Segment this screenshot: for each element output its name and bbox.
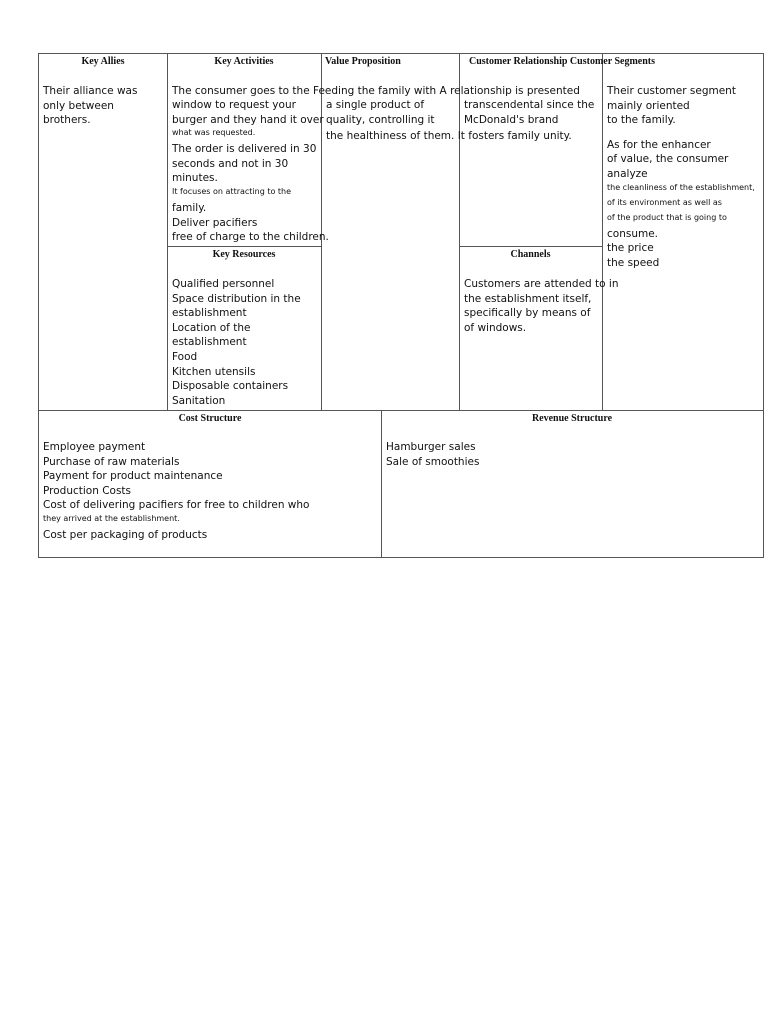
text-line: they arrived at the establishment. [43,514,180,523]
divider [167,246,321,247]
header-cost-structure: Cost Structure [178,413,242,424]
text-line: establishment [172,307,247,320]
text-line: minutes. [172,172,218,185]
header-key-allies: Key Allies [81,56,125,67]
text-line: Food [172,351,198,363]
text-line: of value, the consumer [607,153,729,166]
text-line: of windows. [464,321,527,334]
overflow-line-3: the healthiness of them. It fosters family unity. [326,130,572,142]
text-line: As for the enhancer [607,138,711,151]
text-line: specifically by means of [464,307,591,320]
text-line: a single product of [326,99,425,111]
text-line: the speed [607,256,660,269]
text-line: quality, controlling it [326,113,435,126]
text-line: Payment for product maintenance [43,470,223,483]
divider [602,54,603,410]
text-line: Sanitation [172,394,226,407]
text-line: Their alliance was [43,85,138,97]
divider [39,410,763,411]
text-line: family. [172,202,207,214]
text-line: Cost of delivering pacifiers for free to children who [43,499,310,512]
text-line: burger and they hand it over [172,113,324,126]
text-line: the establishment itself, [464,292,592,305]
text-line: what was requested. [172,128,256,138]
text-line: Qualified personnel [172,278,275,290]
text-line: Employee payment [43,441,146,453]
text-line: Cost per packaging of products [43,529,208,541]
text-line: Production Costs [43,484,132,497]
overflow-line-1: The consumer goes to the Feeding the family with A relationship is presented [172,85,580,97]
text-line: transcendental since the [464,99,595,111]
text-line: mainly oriented [607,99,690,112]
divider [459,246,602,247]
text-line: of the product that is going to [607,212,727,222]
text-line: The order is delivered in 30 [172,143,317,156]
text-line: Location of the [172,321,251,334]
text-line: Kitchen utensils [172,365,256,378]
text-line: It focuses on attracting to the [172,187,292,196]
text-line: brothers. [43,114,91,127]
header-value-proposition: Value Proposition [325,56,401,67]
text-line: only between [43,99,114,112]
divider [459,54,460,410]
header-revenue-structure: Revenue Structure [531,413,613,424]
text-line: McDonald's brand [464,113,559,126]
text-line: to the family. [607,114,676,127]
text-line: Customers are attended to in [464,278,619,290]
text-line: analyze [607,168,648,180]
text-line: Purchase of raw materials [43,455,180,468]
business-model-canvas [38,53,764,558]
text-line: Their customer segment [607,85,736,97]
text-line: Space distribution in the [172,292,301,305]
header-key-resources: Key Resources [212,249,276,260]
text-line: the price [607,242,654,255]
text-line: window to request your [172,99,296,111]
divider [381,410,382,557]
text-line: Disposable containers [172,380,289,393]
text-line: establishment [172,336,247,349]
text-line: Hamburger sales [386,441,476,453]
text-line: consume. [607,227,659,240]
header-customer-relationship-segments: Customer Relationship Customer Segments [469,56,656,67]
text-line: Deliver pacifiers [172,216,258,229]
text-line: the cleanliness of the establishment, [607,182,755,192]
header-channels: Channels [510,249,551,260]
text-line: seconds and not in 30 [172,157,289,170]
text-line: free of charge to the children. [172,231,329,244]
divider [167,54,168,410]
header-key-activities: Key Activities [214,56,274,67]
text-line: of its environment as well as [607,197,722,207]
text-line: Sale of smoothies [386,455,480,468]
